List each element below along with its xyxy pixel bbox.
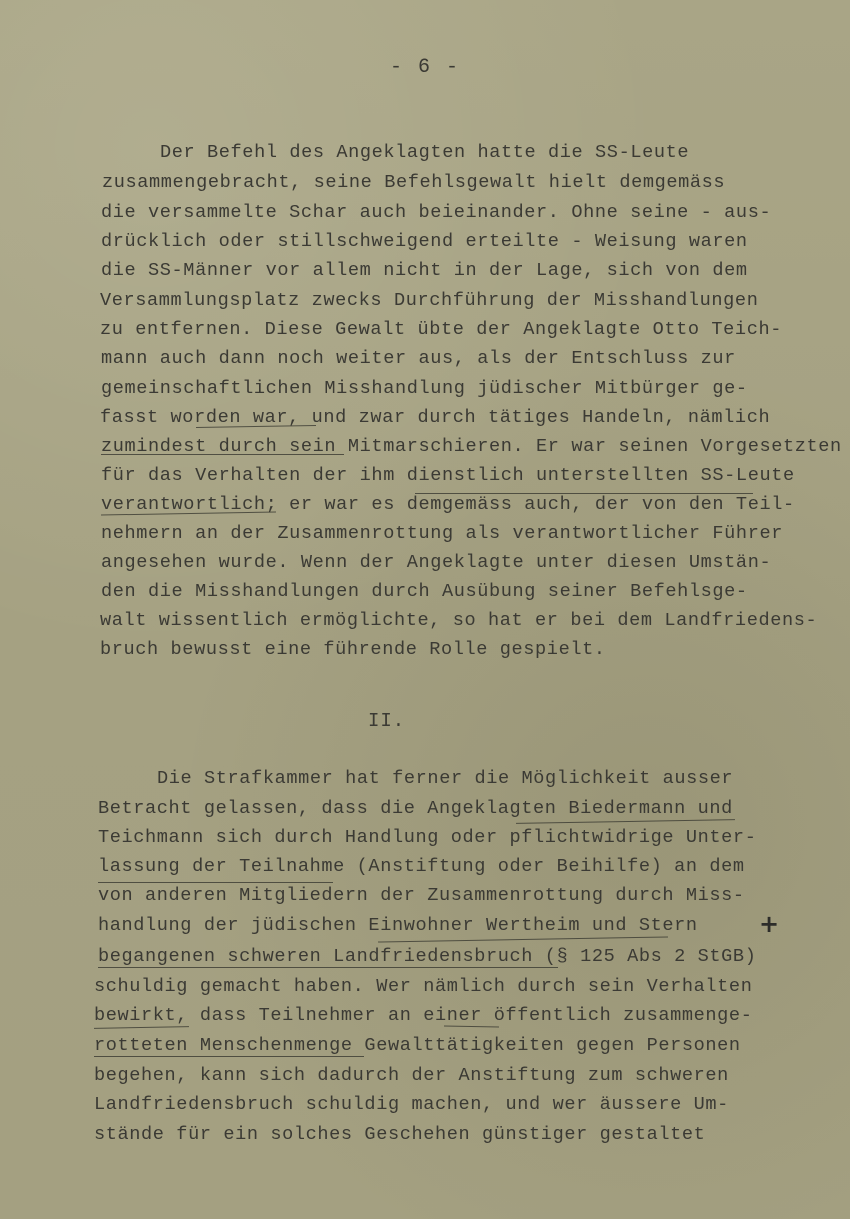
text-line-30: Landfriedensbruch schuldig machen, und wer äussere Um- bbox=[94, 1094, 729, 1115]
page-number: - 6 - bbox=[389, 56, 460, 79]
text-line-16: den die Misshandlungen durch Ausübung seiner Befehlsge- bbox=[101, 581, 748, 602]
text-line-07: zu entfernen. Diese Gewalt übte der Angeklagte Otto Teich- bbox=[100, 319, 782, 340]
text-line-29: begehen, kann sich dadurch der Anstiftung zum schweren bbox=[94, 1065, 729, 1086]
text-line-14: nehmern an der Zusammenrottung als verantwortlicher Führer bbox=[101, 523, 783, 544]
text-line-13: verantwortlich; er war es demgemäss auch, der von den Teil- bbox=[101, 494, 795, 515]
text-line-10: fasst worden war, und zwar durch tätiges Handeln, nämlich bbox=[100, 407, 771, 428]
text-line-24: handlung der jüdischen Einwohner Wertheim und Stern bbox=[98, 915, 698, 936]
text-line-03: die versammelte Schar auch beieinander. Ohne seine - aus- bbox=[101, 202, 772, 223]
section-heading-ii: II. bbox=[368, 710, 406, 732]
text-line-01: Der Befehl des Angeklagten hatte die SS-Leute bbox=[160, 142, 690, 163]
text-line-11: zumindest durch sein Mitmarschieren. Er war seinen Vorgesetzten bbox=[101, 436, 842, 457]
underline-mark-07 bbox=[98, 967, 558, 968]
text-line-17: walt wissentlich ermöglichte, so hat er bei dem Landfriedens- bbox=[100, 610, 818, 631]
text-line-27: bewirkt, dass Teilnehmer an einer öffentlich zusammenge- bbox=[94, 1005, 753, 1026]
text-line-28: rotteten Menschenmenge Gewalttätigkeiten gegen Personen bbox=[94, 1035, 741, 1056]
text-line-23: von anderen Mitgliedern der Zusammenrottung durch Miss- bbox=[98, 885, 745, 906]
text-line-19: Die Strafkammer hat ferner die Möglichkeit ausser bbox=[157, 768, 734, 789]
plus-annotation-icon: + bbox=[759, 910, 780, 938]
text-line-26: schuldig gemacht haben. Wer nämlich durch sein Verhalten bbox=[94, 976, 753, 997]
underline-mark-05 bbox=[98, 882, 333, 883]
text-line-08: mann auch dann noch weiter aus, als der Entschluss zur bbox=[101, 348, 736, 369]
underline-mark-02 bbox=[101, 454, 344, 455]
text-line-20: Betracht gelassen, dass die Angeklagten Biedermann und bbox=[98, 798, 733, 819]
text-line-15: angesehen wurde. Wenn der Angeklagte unter diesen Umstän- bbox=[101, 552, 772, 573]
text-line-18: bruch bewusst eine führende Rolle gespielt. bbox=[100, 639, 606, 660]
text-line-06: Versammlungsplatz zwecks Durchführung der Misshandlungen bbox=[100, 290, 759, 311]
overline-mark-01 bbox=[415, 493, 753, 494]
text-line-25: begangenen schweren Landfriedensbruch (§ 125 Abs 2 StGB) bbox=[98, 946, 757, 967]
text-line-04: drücklich oder stillschweigend erteilte - Weisung waren bbox=[101, 231, 748, 252]
underline-mark-09 bbox=[94, 1056, 364, 1057]
text-line-12: für das Verhalten der ihm dienstlich unterstellten SS-Leute bbox=[101, 465, 795, 486]
text-line-31: stände für ein solches Geschehen günstiger gestaltet bbox=[94, 1124, 706, 1145]
text-line-02: zusammengebracht, seine Befehlsgewalt hielt demgemäss bbox=[102, 172, 726, 193]
text-line-22: lassung der Teilnahme (Anstiftung oder Beihilfe) an dem bbox=[98, 856, 745, 877]
text-line-21: Teichmann sich durch Handlung oder pflichtwidrige Unter- bbox=[98, 827, 757, 848]
text-line-09: gemeinschaftlichen Misshandlung jüdischer Mitbürger ge- bbox=[101, 378, 748, 399]
text-line-05: die SS-Männer vor allem nicht in der Lage, sich von dem bbox=[101, 260, 748, 281]
